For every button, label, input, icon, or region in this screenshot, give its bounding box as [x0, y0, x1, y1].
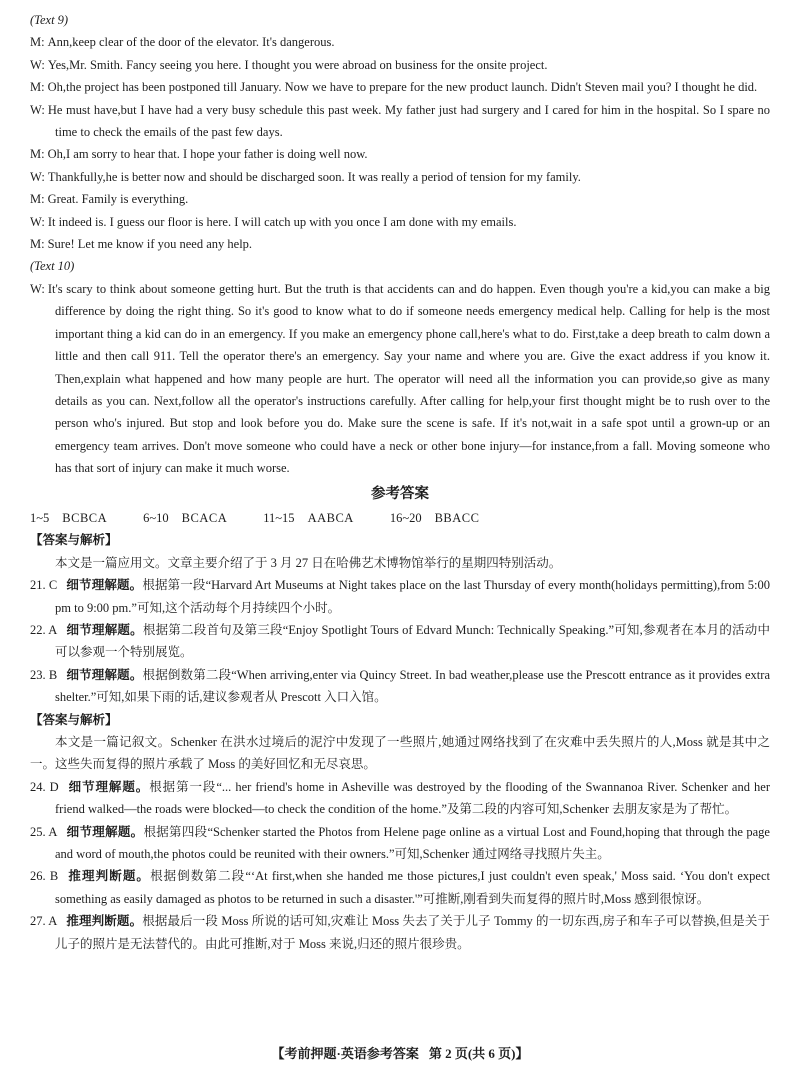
dialogue-line	[30, 99, 770, 144]
dialogue-line	[30, 211, 770, 233]
speaker-label: M:	[30, 192, 45, 207]
analysis-item	[30, 574, 770, 619]
item-number: 21. C	[30, 578, 58, 593]
analysis-item	[30, 619, 770, 664]
item-number: 24. D	[30, 779, 59, 794]
monologue-text: It's scary to think about someone getting hurt. But the truth is that accidents can and do happen. Even though you're a kid,you can make a big difference by doing the right thing. So it's good to know what to do if someone needs emergency medical help. Calling for help is the most important thing a kid can do in an emergency. If you make an emergency phone call,here's what to do. First,take a deep breath to calm down a little and then call 911. Tell the operator there's an emergency. Say your name and where you are. Give the exact address if you know it. Then,explain what happened and how many people are hurt. The operator will need all the information you can provide,so give as many details as you can. Next,follow all the operator's instructions carefully. After calling for help,your first thought might be to rush over to the person who's injured. But stop and look before you do. Make sure the scene is safe. If it's not,wait in a safe spot until a grown-up or an emergency team arrives. Don't move someone who could have a neck or other bone injury—for instance,from a fall. Moving someone who has that sort of injury can make it much worse.	[47, 281, 770, 476]
dialogue-line	[30, 143, 770, 165]
speaker-label: W:	[30, 281, 45, 296]
section-intro: 本文是一篇记叙文。Schenker 在洪水过境后的泥泞中发现了一些照片,她通过网络找到了在灾难中丢失照片的人,Moss 就是其中之一。这些失而复得的照片承载了 Moss 的美好回忆和无尽哀思。	[30, 735, 770, 772]
dialogue-text: Thankfully,he is better now and should be discharged soon. It was really a period of tension for my family.	[47, 169, 581, 184]
answer-letters: BBACC	[434, 510, 480, 525]
dialogue-line	[30, 233, 770, 255]
question-type-label: 细节理解题。	[66, 578, 143, 593]
answer-letters: BCBCA	[62, 510, 108, 525]
transcript-heading: (Text 9)	[30, 13, 69, 27]
dialogue-text: Oh,I am sorry to hear that. I hope your father is doing well now.	[47, 147, 368, 162]
speaker-label: W:	[30, 214, 45, 229]
analysis-item	[30, 910, 770, 955]
speaker-label: M:	[30, 237, 45, 252]
answer-range: 16~20	[389, 510, 422, 525]
answer-range: 11~15	[263, 510, 295, 525]
answer-range: 1~5	[30, 510, 50, 525]
speaker-label: M:	[30, 35, 45, 50]
analysis-item	[30, 664, 770, 709]
speaker-label: M:	[30, 80, 45, 95]
answer-letters: AABCA	[307, 510, 354, 525]
item-text: 根据最后一段 Moss 所说的话可知,灾难让 Moss 失去了关于儿子 Tommy 的一切东西,房子和车子可以替换,但是关于儿子的照片是无法替代的。由此可推断,对于 Moss 来说,归还的照片很珍贵。	[55, 914, 770, 951]
answer-range: 6~10	[143, 510, 169, 525]
speaker-label: W:	[30, 57, 45, 72]
dialogue-text: Ann,keep clear of the door of the elevator. It's dangerous.	[47, 35, 335, 50]
analysis-item	[30, 821, 770, 866]
item-number: 23. B	[30, 667, 58, 682]
dialogue-line	[30, 31, 770, 53]
transcript-heading: (Text 10)	[30, 259, 75, 274]
dialogue-text: It indeed is. I guess our floor is here. I will catch up with you once I am done with my emails.	[47, 214, 517, 229]
footer-page-number: 第 2 页(共 6 页)】	[428, 1045, 529, 1061]
dialogue-text: Sure! Let me know if you need any help.	[47, 237, 253, 252]
dialogue-line	[30, 76, 770, 98]
dialogue-text: Great. Family is everything.	[47, 192, 189, 207]
question-type-label: 细节理解题。	[66, 824, 144, 839]
dialogue-text: Yes,Mr. Smith. Fancy seeing you here. I thought you were abroad on business for the onsite project.	[47, 57, 548, 72]
reference-answers-heading: 参考答案	[371, 485, 429, 502]
question-type-label: 细节理解题。	[66, 667, 143, 682]
item-text: 根据倒数第二段“‘At first,when she handed me those pictures,I just couldn't even speak,' Moss said. ‘You don't expect something as easily damaged as photos to be returned in such a disaster.'”可推断,刚看到失而复得的照片时,Moss 感到很惊讶。	[55, 869, 770, 906]
item-text: 根据倒数第二段“When arriving,enter via Quincy Street. In bad weather,please use the Prescott entrance as it provides extra shelter.”可知,如果下雨的话,建议参观者从 Prescott 入口入馆。	[55, 667, 770, 705]
item-text: 根据第一段“... her friend's home in Asheville was destroyed by the flooding of the Swannanoa River. Schenker and her friend walked—the roads were blocked—to check the condition of the home.”及第二段的内容可知,Schenker 去朋友家是为了帮忙。	[55, 779, 770, 817]
section-header: 【答案与解析】	[30, 533, 118, 548]
dialogue-line	[30, 166, 770, 188]
speaker-label: W:	[30, 169, 45, 184]
item-text: 根据第四段“Schenker started the Photos from Helene page online as a virtual Lost and Found,hoping that through the page and word of mouth,the photos could be reunited with their owners.”可知,Schenker 通过网络寻找照片失主。	[55, 824, 770, 862]
dialogue-text: He must have,but I have had a very busy schedule this past week. My father just had surgery and I cared for him in the hospital. So I spare no time to check the emails of the past few days.	[47, 102, 770, 140]
speaker-label: M:	[30, 147, 45, 162]
section-header: 【答案与解析】	[30, 712, 118, 727]
monologue-line	[30, 278, 770, 480]
analysis-item	[30, 776, 770, 821]
page-footer	[0, 1043, 800, 1065]
item-number: 26. B	[30, 869, 59, 884]
item-text: 根据第一段“Harvard Art Museums at Night takes place on the last Thursday of every month(holidays permitting),from 5:00 pm to 9:00 pm.”可知,这个活动每个月持续四个小时。	[55, 578, 771, 615]
dialogue-text: Oh,the project has been postponed till January. Now we have to prepare for the new product launch. Didn't Steven mail you? I thought he did.	[47, 80, 758, 95]
item-number: 22. A	[30, 622, 58, 637]
question-type-label: 推理判断题。	[66, 914, 143, 929]
item-number: 27. A	[30, 914, 58, 929]
speaker-label: W:	[30, 102, 45, 117]
item-text: 根据第二段首句及第三段“Enjoy Spotlight Tours of Edvard Munch: Technically Speaking.”可知,参观者在本月的活动中可以参观一个特别展览。	[55, 622, 770, 660]
question-type-label: 细节理解题。	[66, 622, 143, 637]
answer-key-row	[30, 507, 770, 529]
item-number: 25. A	[30, 824, 58, 839]
footer-brand: 【考前押题·英语参考答案	[271, 1045, 419, 1061]
question-type-label: 细节理解题。	[67, 779, 150, 794]
analysis-item	[30, 865, 770, 910]
question-type-label: 推理判断题。	[67, 869, 151, 884]
dialogue-line	[30, 188, 770, 210]
dialogue-line	[30, 54, 770, 76]
section-intro: 本文是一篇应用文。文章主要介绍了于 3 月 27 日在哈佛艺术博物馆举行的星期四特别活动。	[55, 555, 562, 570]
answer-letters: BCACA	[181, 510, 228, 525]
